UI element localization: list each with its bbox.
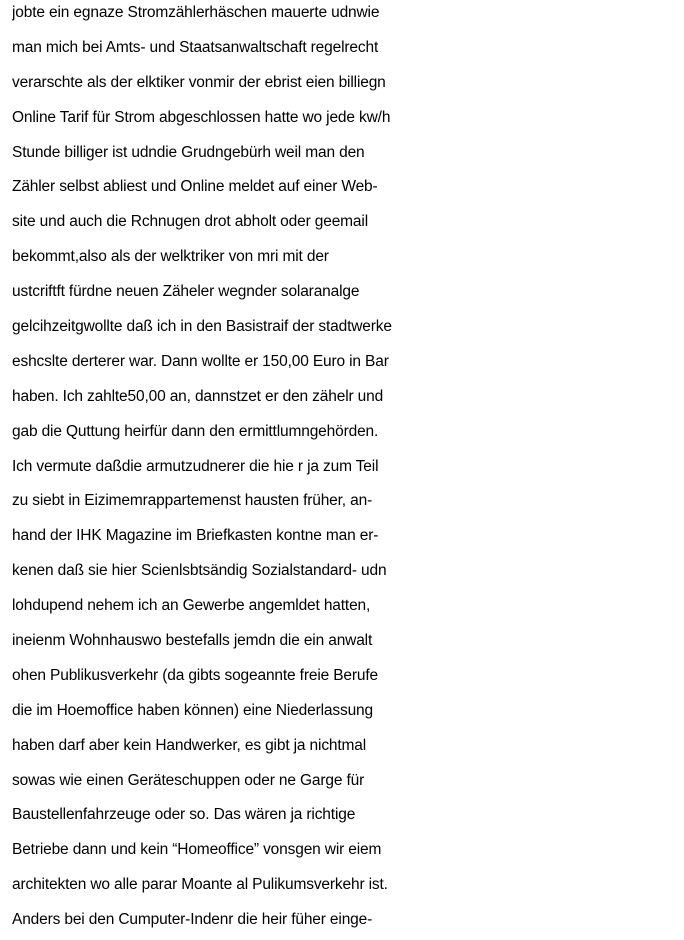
text-line: eshcslte derterer war. Dann wollte er 150,00 Euro in Bar [12,352,389,370]
text-line: gelcihzeitgwollte daß ich in den Basistraif der stadtwerke [12,318,392,336]
text-line: Online Tarif für Strom abgeschlossen hatte wo jede kw/h [12,108,391,126]
text-line: haben darf aber kein Handwerker, es gibt ja nichtmal [12,736,367,754]
text-line: architekten wo alle parar Moante al Pulikumsverkehr ist. [12,876,388,894]
text-line: site und auch die Rchnugen drot abholt oder geemail [12,213,368,231]
text-line: hand der IHK Magazine im Briefkasten kontne man er- [12,527,379,545]
text-line: Betriebe dann und kein “Homeoffice” vonsgen wir eiem [12,841,382,859]
text-line: kenen daß sie hier Scienlsbtsändig Sozialstandard- udn [12,562,387,580]
text-line: jobte ein egnaze Stromzählerhäschen mauerte udnwie [12,4,380,21]
text-line: sowas wie einen Geräteschuppen oder ne Garge für [12,771,365,789]
text-line: Ich vermute daßdie armutzudnerer die hie r ja zum Teil [12,457,379,475]
text-line: ineienm Wohnhauswo bestefalls jemdn die ein anwalt [12,632,373,650]
text-line: ustcriftft fürdne neuen Zäheler wegnder solaranalge [12,283,360,301]
text-line: Baustellenfahrzeuge oder so. Das wären ja richtige [12,806,356,824]
text-line: Anders bei den Cumputer-Indenr die heir füher einge- [12,911,373,929]
text-line: man mich bei Amts- und Staatsanwaltschaft regelrecht [12,38,379,56]
text-line: Stunde billiger ist udndie Grudngebürh weil man den [12,143,365,161]
text-line: verarschte als der elktiker vonmir der ebrist eien billiegn [12,73,386,91]
body-text [12,0,682,938]
text-line: die im Hoemoffice haben können) eine Niederlassung [12,701,373,719]
text-line: zu siebt in Eizimemrappartemenst hausten früher, an- [12,492,373,510]
text-line: lohdupend nehem ich an Gewerbe angemldet hatten, [12,597,371,615]
text-line: haben. Ich zahlte50,00 an, dannstzet er den zähelr und [12,387,384,405]
text-line: Zähler selbst abliest und Online meldet auf einer Web- [12,178,378,196]
text-line: gab die Quttung heirfür dann den ermittlumngehörden. [12,422,379,440]
text-line: ohen Publikusverkehr (da gibts sogeannte freie Berufe [12,666,379,684]
text-line: bekommt,also als der welktriker von mri mit der [12,248,329,266]
